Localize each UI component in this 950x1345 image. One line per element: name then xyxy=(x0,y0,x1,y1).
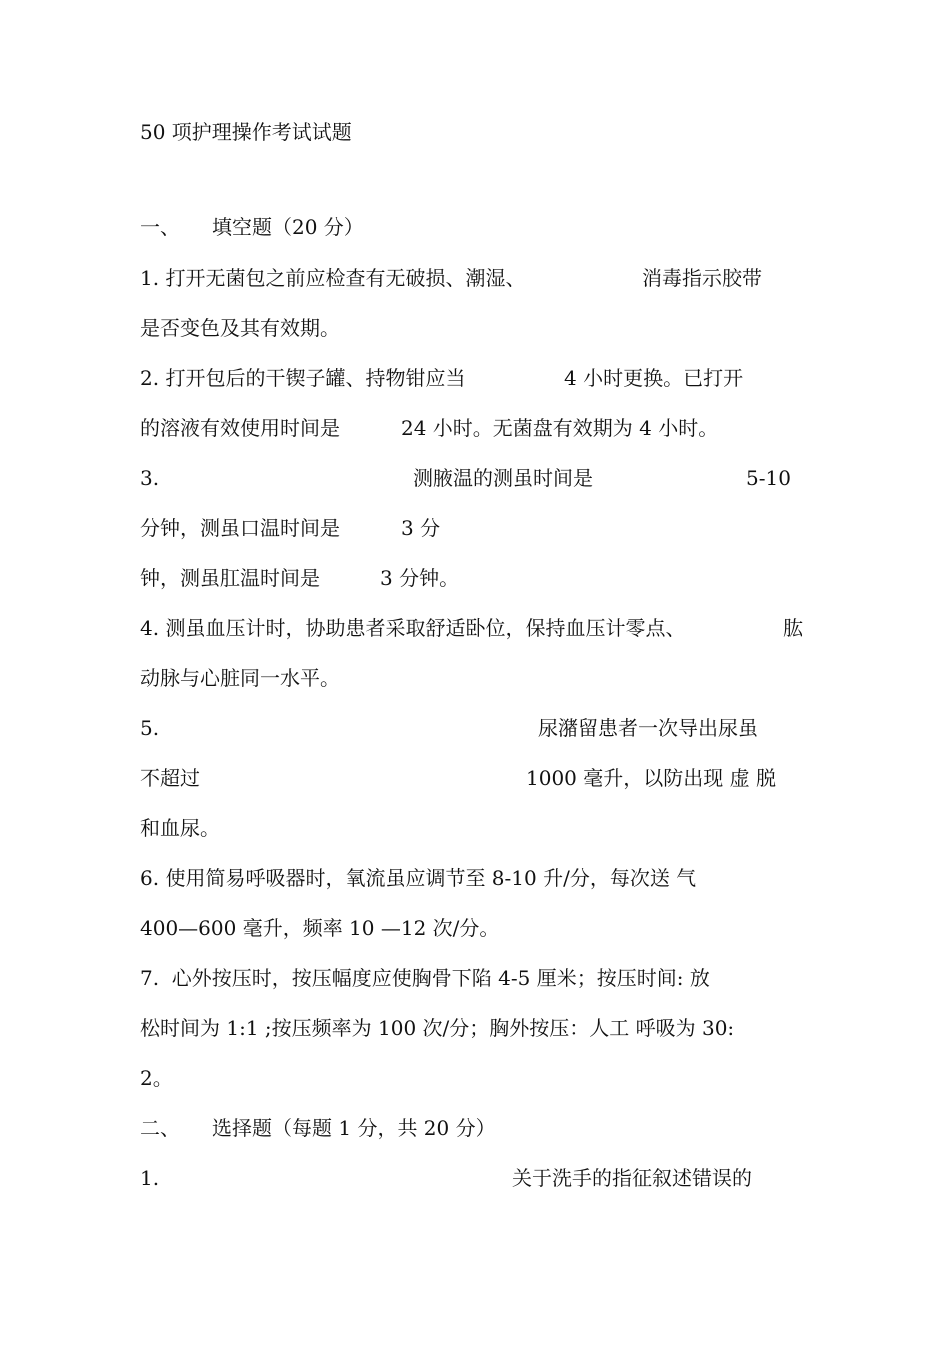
q1-line-1: 1. 打开无菌包之前应检查有无破损、潮湿、 xyxy=(140,266,526,290)
q3-answer-1: 5-10 xyxy=(746,466,791,490)
q3-line-3: 钟，测虽肛温时间是 xyxy=(140,566,320,590)
q7-line-3: 2。 xyxy=(140,1066,173,1090)
q4-line-1: 4. 测虽血压计时，协助患者采取舒适卧位，保持血压计零点、 xyxy=(140,616,686,640)
q7-line-1: 7. 心外按压时，按压幅度应使胸骨下陷 4-5 厘米；按压时间: 放 xyxy=(140,966,710,990)
document-title: 50 项护理操作考试试题 xyxy=(140,120,352,144)
section-1-title: 填空题（20 分） xyxy=(212,215,364,239)
q5-number: 5. xyxy=(140,716,160,740)
section-1-number: 一、 xyxy=(140,215,180,239)
q2-line-1: 2. 打开包后的干锲子罐、持物钳应当 xyxy=(140,366,466,390)
q5-line-1: 尿潴留患者一次导出尿虽 xyxy=(538,716,758,740)
q4-line-2: 动脉与心脏同一水平。 xyxy=(140,666,340,690)
q1-answer: 消毒指示胶带 xyxy=(642,266,762,290)
q1-line-2: 是否变色及其有效期。 xyxy=(140,316,340,340)
q2-answer-1: 4 小时更换。已打开 xyxy=(564,366,744,390)
q3-line-2: 分钟，测虽口温时间是 xyxy=(140,516,340,540)
q5-answer: 1000 毫升，以防出现 虚 脱 xyxy=(526,766,776,790)
q3-number: 3. xyxy=(140,466,160,490)
q5-line-3: 和血尿。 xyxy=(140,816,220,840)
q5-line-2: 不超过 xyxy=(140,766,200,790)
mc1-number: 1. xyxy=(140,1166,160,1190)
q6-line-1: 6. 使用简易呼吸器时，氧流虽应调节至 8-10 升/分，每次送 气 xyxy=(140,866,697,890)
section-2-title: 选择题（每题 1 分，共 20 分） xyxy=(212,1116,496,1140)
q3-answer-3: 3 分钟。 xyxy=(380,566,460,590)
section-2-number: 二、 xyxy=(140,1116,180,1140)
q4-answer: 肱 xyxy=(783,616,803,640)
q2-answer-2: 24 小时。无菌盘有效期为 4 小时。 xyxy=(401,416,719,440)
mc1-stem: 关于洗手的指征叙述错误的 xyxy=(512,1166,752,1190)
q7-line-2: 松时间为 1:1 ;按压频率为 100 次/分；胸外按压：人工 呼吸为 30: xyxy=(140,1016,735,1040)
q2-line-2: 的溶液有效使用时间是 xyxy=(140,416,340,440)
q3-line-1: 测腋温的测虽时间是 xyxy=(413,466,593,490)
q6-line-2: 400—600 毫升，频率 10 —12 次/分。 xyxy=(140,916,500,940)
q3-answer-2: 3 分 xyxy=(401,516,441,540)
